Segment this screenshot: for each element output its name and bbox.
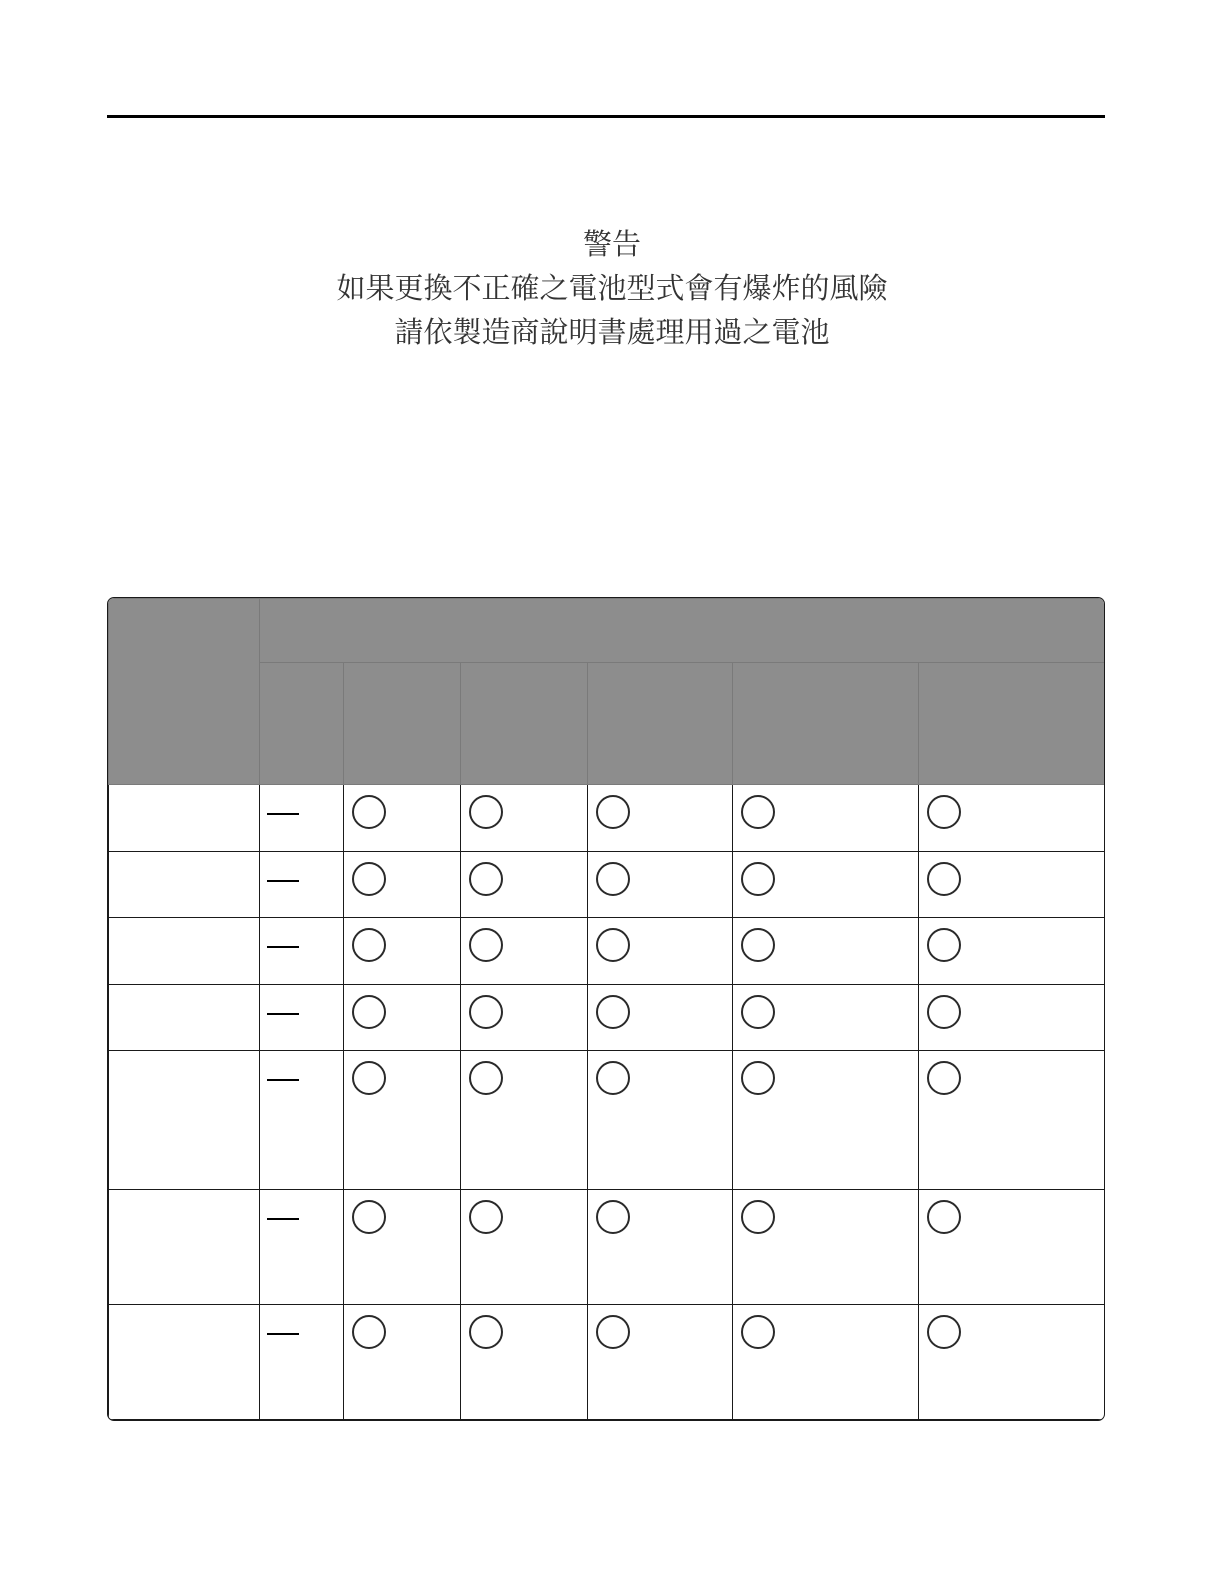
- warning-title: 警告: [582, 227, 641, 261]
- circle-mark: [927, 1200, 961, 1234]
- circle-mark: [469, 1200, 503, 1234]
- dash-mark: [267, 1079, 299, 1081]
- warning-line-1: 如果更換不正確之電池型式會有爆炸的風險: [336, 271, 888, 305]
- dash-mark: [267, 946, 299, 948]
- table-row: [109, 1190, 1105, 1305]
- circle-mark: [352, 995, 386, 1029]
- header-substance-3: [461, 663, 588, 785]
- circle-mark: [596, 1061, 630, 1095]
- circle-mark: [352, 862, 386, 896]
- row-label-cell: [109, 984, 260, 1051]
- circle-mark: [352, 1315, 386, 1349]
- circle-mark: [927, 862, 961, 896]
- table-row: [109, 1305, 1105, 1420]
- circle-mark: [741, 1200, 775, 1234]
- table-row: [109, 785, 1105, 852]
- battery-warning: [0, 222, 1224, 354]
- header-unit-cell: [109, 599, 260, 785]
- circle-mark: [596, 795, 630, 829]
- table-row: [109, 1051, 1105, 1190]
- circle-mark: [927, 1061, 961, 1095]
- row-label-cell: [109, 1190, 260, 1305]
- row-label-cell: [109, 918, 260, 985]
- header-substance-1: [260, 663, 344, 785]
- circle-mark: [741, 928, 775, 962]
- circle-mark: [469, 1061, 503, 1095]
- circle-mark: [469, 862, 503, 896]
- header-substance-5: [733, 663, 919, 785]
- circle-mark: [596, 995, 630, 1029]
- dash-mark: [267, 813, 299, 815]
- dash-mark: [267, 1013, 299, 1015]
- circle-mark: [927, 928, 961, 962]
- circle-mark: [596, 1200, 630, 1234]
- circle-mark: [352, 1200, 386, 1234]
- circle-mark: [927, 1315, 961, 1349]
- circle-mark: [741, 995, 775, 1029]
- row-label-cell: [109, 1051, 260, 1190]
- header-substance-2: [344, 663, 461, 785]
- circle-mark: [352, 795, 386, 829]
- header-substance-6: [919, 663, 1105, 785]
- circle-mark: [469, 928, 503, 962]
- circle-mark: [469, 1315, 503, 1349]
- circle-mark: [927, 795, 961, 829]
- top-rule: [107, 115, 1105, 118]
- circle-mark: [741, 795, 775, 829]
- table-row: [109, 851, 1105, 918]
- circle-mark: [352, 928, 386, 962]
- circle-mark: [469, 995, 503, 1029]
- circle-mark: [927, 995, 961, 1029]
- circle-mark: [596, 928, 630, 962]
- circle-mark: [741, 1315, 775, 1349]
- circle-mark: [352, 1061, 386, 1095]
- circle-mark: [741, 862, 775, 896]
- warning-line-2: 請依製造商說明書處理用過之電池: [394, 315, 830, 349]
- dash-mark: [267, 880, 299, 882]
- header-substance-4: [588, 663, 733, 785]
- table-row: [109, 918, 1105, 985]
- circle-mark: [596, 862, 630, 896]
- header-substances-cell: [260, 599, 1105, 663]
- hazardous-substances-table: [107, 597, 1105, 1421]
- row-label-cell: [109, 785, 260, 852]
- circle-mark: [741, 1061, 775, 1095]
- table-row: [109, 984, 1105, 1051]
- circle-mark: [469, 795, 503, 829]
- circle-mark: [596, 1315, 630, 1349]
- row-label-cell: [109, 1305, 260, 1420]
- row-label-cell: [109, 851, 260, 918]
- dash-mark: [267, 1218, 299, 1220]
- dash-mark: [267, 1333, 299, 1335]
